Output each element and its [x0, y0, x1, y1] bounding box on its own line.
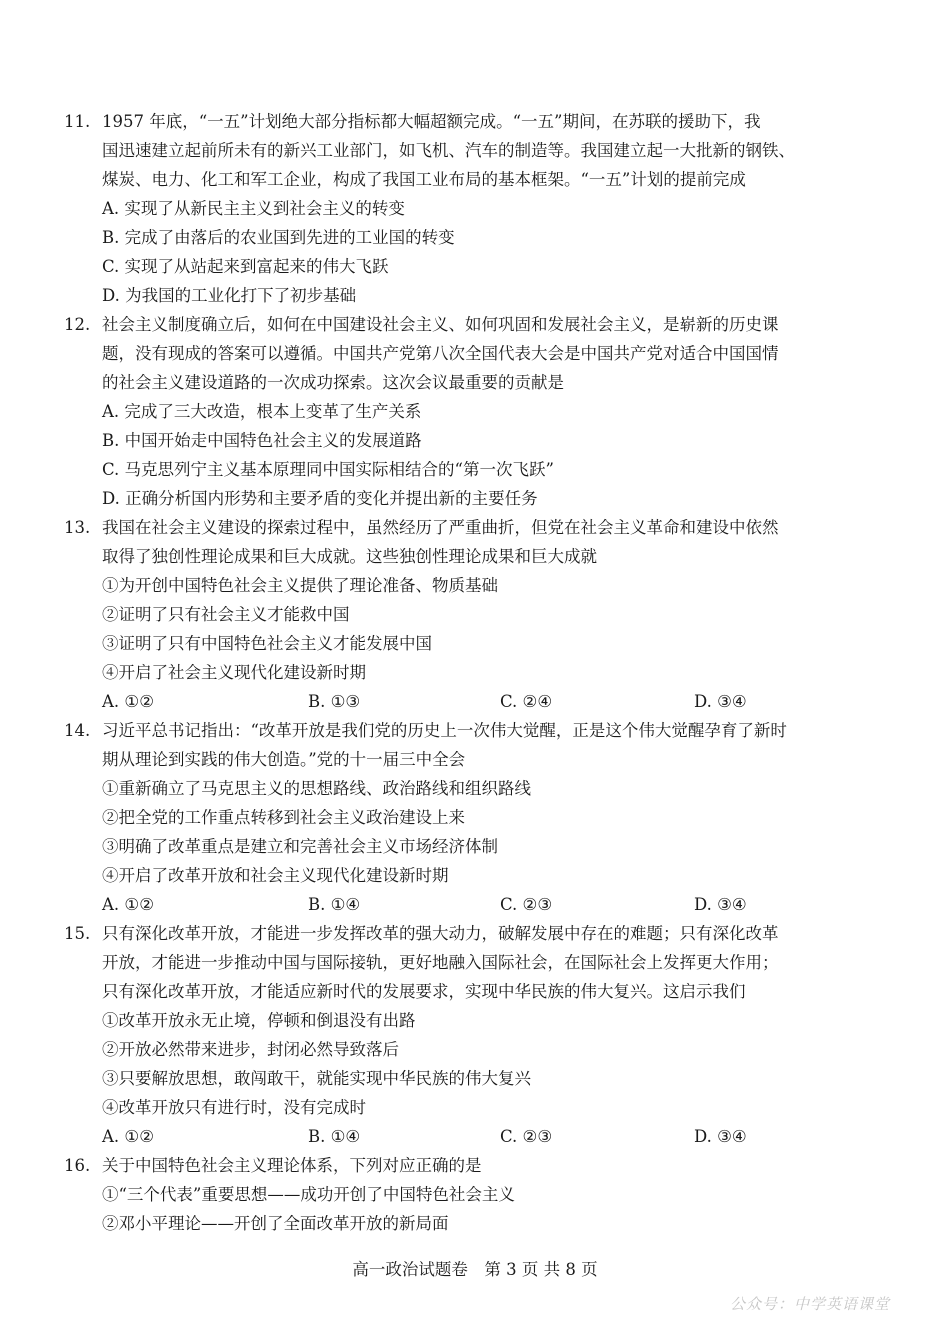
question-stem-line [0, 136, 950, 165]
answer-option: B. ①④ [308, 1127, 361, 1146]
answer-option: C. ②③ [500, 895, 553, 914]
statement-text: ③明确了改革重点是建立和完善社会主义市场经济体制 [102, 837, 498, 856]
question-number: 16. [64, 1156, 91, 1175]
question-number: 13. [64, 518, 91, 537]
question-stem-text: 期从理论到实践的伟大创造。”党的十一届三中全会 [102, 750, 466, 769]
answer-option: A. 实现了从新民主主义到社会主义的转变 [102, 199, 405, 218]
answer-option-line [0, 426, 950, 455]
question-stem-text: 开放，才能进一步推动中国与国际接轨，更好地融入国际社会，在国际社会上发挥更大作用； [102, 953, 779, 972]
question-stem-line [0, 716, 950, 745]
question-stem-line [0, 919, 950, 948]
statement-item [0, 1209, 950, 1238]
statement-item [0, 1064, 950, 1093]
answer-option: B. 完成了由落后的农业国到先进的工业国的转变 [102, 228, 455, 247]
question-stem-line [0, 1151, 950, 1180]
question-stem-text: 习近平总书记指出：“改革开放是我们党的历史上一次伟大觉醒，正是这个伟大觉醒孕育了新时 [102, 721, 787, 740]
answer-option: B. 中国开始走中国特色社会主义的发展道路 [102, 431, 422, 450]
answer-option: D. ③④ [694, 895, 747, 914]
answer-option: C. ②③ [500, 1127, 553, 1146]
answer-option: C. 实现了从站起来到富起来的伟大飞跃 [102, 257, 389, 276]
statement-text: ①重新确立了马克思主义的思想路线、政治路线和组织路线 [102, 779, 531, 798]
question-stem-text: 取得了独创性理论成果和巨大成就。这些独创性理论成果和巨大成就 [102, 547, 597, 566]
question-stem-line [0, 339, 950, 368]
question-number: 12. [64, 315, 91, 334]
question-number: 15. [64, 924, 91, 943]
question-stem-text: 社会主义制度确立后，如何在中国建设社会主义、如何巩固和发展社会主义，是崭新的历史课 [102, 315, 779, 334]
answer-option: C. 马克思列宁主义基本原理同中国实际相结合的“第一次飞跃” [102, 460, 554, 479]
answer-options-row [0, 890, 950, 919]
answer-options-row [0, 1122, 950, 1151]
question-number: 11. [64, 112, 91, 131]
statement-text: ①改革开放永无止境，停顿和倒退没有出路 [102, 1011, 416, 1030]
statement-item [0, 1180, 950, 1209]
question-stem-line [0, 310, 950, 339]
answer-option-line [0, 397, 950, 426]
statement-item [0, 1035, 950, 1064]
answer-option: D. 为我国的工业化打下了初步基础 [102, 286, 357, 305]
statement-item [0, 1006, 950, 1035]
question-stem-text: 的社会主义建设道路的一次成功探索。这次会议最重要的贡献是 [102, 373, 564, 392]
answer-option: A. ①② [102, 692, 154, 711]
answer-option: D. ③④ [694, 692, 747, 711]
question-number: 14. [64, 721, 91, 740]
answer-options-row [0, 687, 950, 716]
question-stem-text: 煤炭、电力、化工和军工企业，构成了我国工业布局的基本框架。“一五”计划的提前完成 [102, 170, 746, 189]
answer-option: B. ①④ [308, 895, 361, 914]
question-stem-line [0, 368, 950, 397]
statement-text: ①为开创中国特色社会主义提供了理论准备、物质基础 [102, 576, 498, 595]
statement-item [0, 803, 950, 832]
question-stem-text: 只有深化改革开放，才能进一步发挥改革的强大动力，破解发展中存在的难题；只有深化改革 [102, 924, 779, 943]
question-stem-line [0, 948, 950, 977]
question-stem-line [0, 542, 950, 571]
answer-option-line [0, 484, 950, 513]
statement-text: ②证明了只有社会主义才能救中国 [102, 605, 350, 624]
watermark: 公众号：中学英语课堂 [729, 1295, 890, 1313]
answer-option: D. ③④ [694, 1127, 747, 1146]
statement-item [0, 658, 950, 687]
statement-item [0, 571, 950, 600]
answer-option: A. ①② [102, 895, 154, 914]
question-stem-text: 1957 年底，“一五”计划绝大部分指标都大幅超额完成。“一五”期间，在苏联的援助下，我 [102, 112, 761, 131]
question-stem-line [0, 745, 950, 774]
question-stem-line [0, 165, 950, 194]
answer-option: A. ①② [102, 1127, 154, 1146]
statement-item [0, 600, 950, 629]
page-footer: 高一政治试题卷 第 3 页 共 8 页 [352, 1260, 598, 1279]
answer-option: D. 正确分析国内形势和主要矛盾的变化并提出新的主要任务 [102, 489, 538, 508]
question-stem-line [0, 513, 950, 542]
statement-text: ①“三个代表”重要思想——成功开创了中国特色社会主义 [102, 1185, 515, 1204]
statement-text: ③证明了只有中国特色社会主义才能发展中国 [102, 634, 432, 653]
answer-option-line [0, 223, 950, 252]
statement-text: ②把全党的工作重点转移到社会主义政治建设上来 [102, 808, 465, 827]
statement-item [0, 629, 950, 658]
question-stem-text: 我国在社会主义建设的探索过程中，虽然经历了严重曲折，但党在社会主义革命和建设中依然 [102, 518, 779, 537]
question-stem-text: 题，没有现成的答案可以遵循。中国共产党第八次全国代表大会是中国共产党对适合中国国情 [102, 344, 779, 363]
question-stem-line [0, 107, 950, 136]
answer-option-line [0, 194, 950, 223]
answer-option-line [0, 455, 950, 484]
question-stem-text: 国迅速建立起前所未有的新兴工业部门，如飞机、汽车的制造等。我国建立起一大批新的钢铁、 [102, 141, 795, 160]
answer-option: C. ②④ [500, 692, 553, 711]
statement-item [0, 861, 950, 890]
answer-option: A. 完成了三大改造，根本上变革了生产关系 [102, 402, 422, 421]
question-stem-text: 只有深化改革开放，才能适应新时代的发展要求，实现中华民族的伟大复兴。这启示我们 [102, 982, 746, 1001]
statement-item [0, 774, 950, 803]
statement-item [0, 1093, 950, 1122]
statement-item [0, 832, 950, 861]
statement-text: ②邓小平理论——开创了全面改革开放的新局面 [102, 1214, 449, 1233]
answer-option: B. ①③ [308, 692, 361, 711]
statement-text: ④开启了社会主义现代化建设新时期 [102, 663, 366, 682]
statement-text: ③只要解放思想，敢闯敢干，就能实现中华民族的伟大复兴 [102, 1069, 531, 1088]
answer-option-line [0, 252, 950, 281]
answer-option-line [0, 281, 950, 310]
statement-text: ②开放必然带来进步，封闭必然导致落后 [102, 1040, 399, 1059]
question-stem-text: 关于中国特色社会主义理论体系，下列对应正确的是 [102, 1156, 482, 1175]
statement-text: ④改革开放只有进行时，没有完成时 [102, 1098, 366, 1117]
statement-text: ④开启了改革开放和社会主义现代化建设新时期 [102, 866, 449, 885]
question-stem-line [0, 977, 950, 1006]
